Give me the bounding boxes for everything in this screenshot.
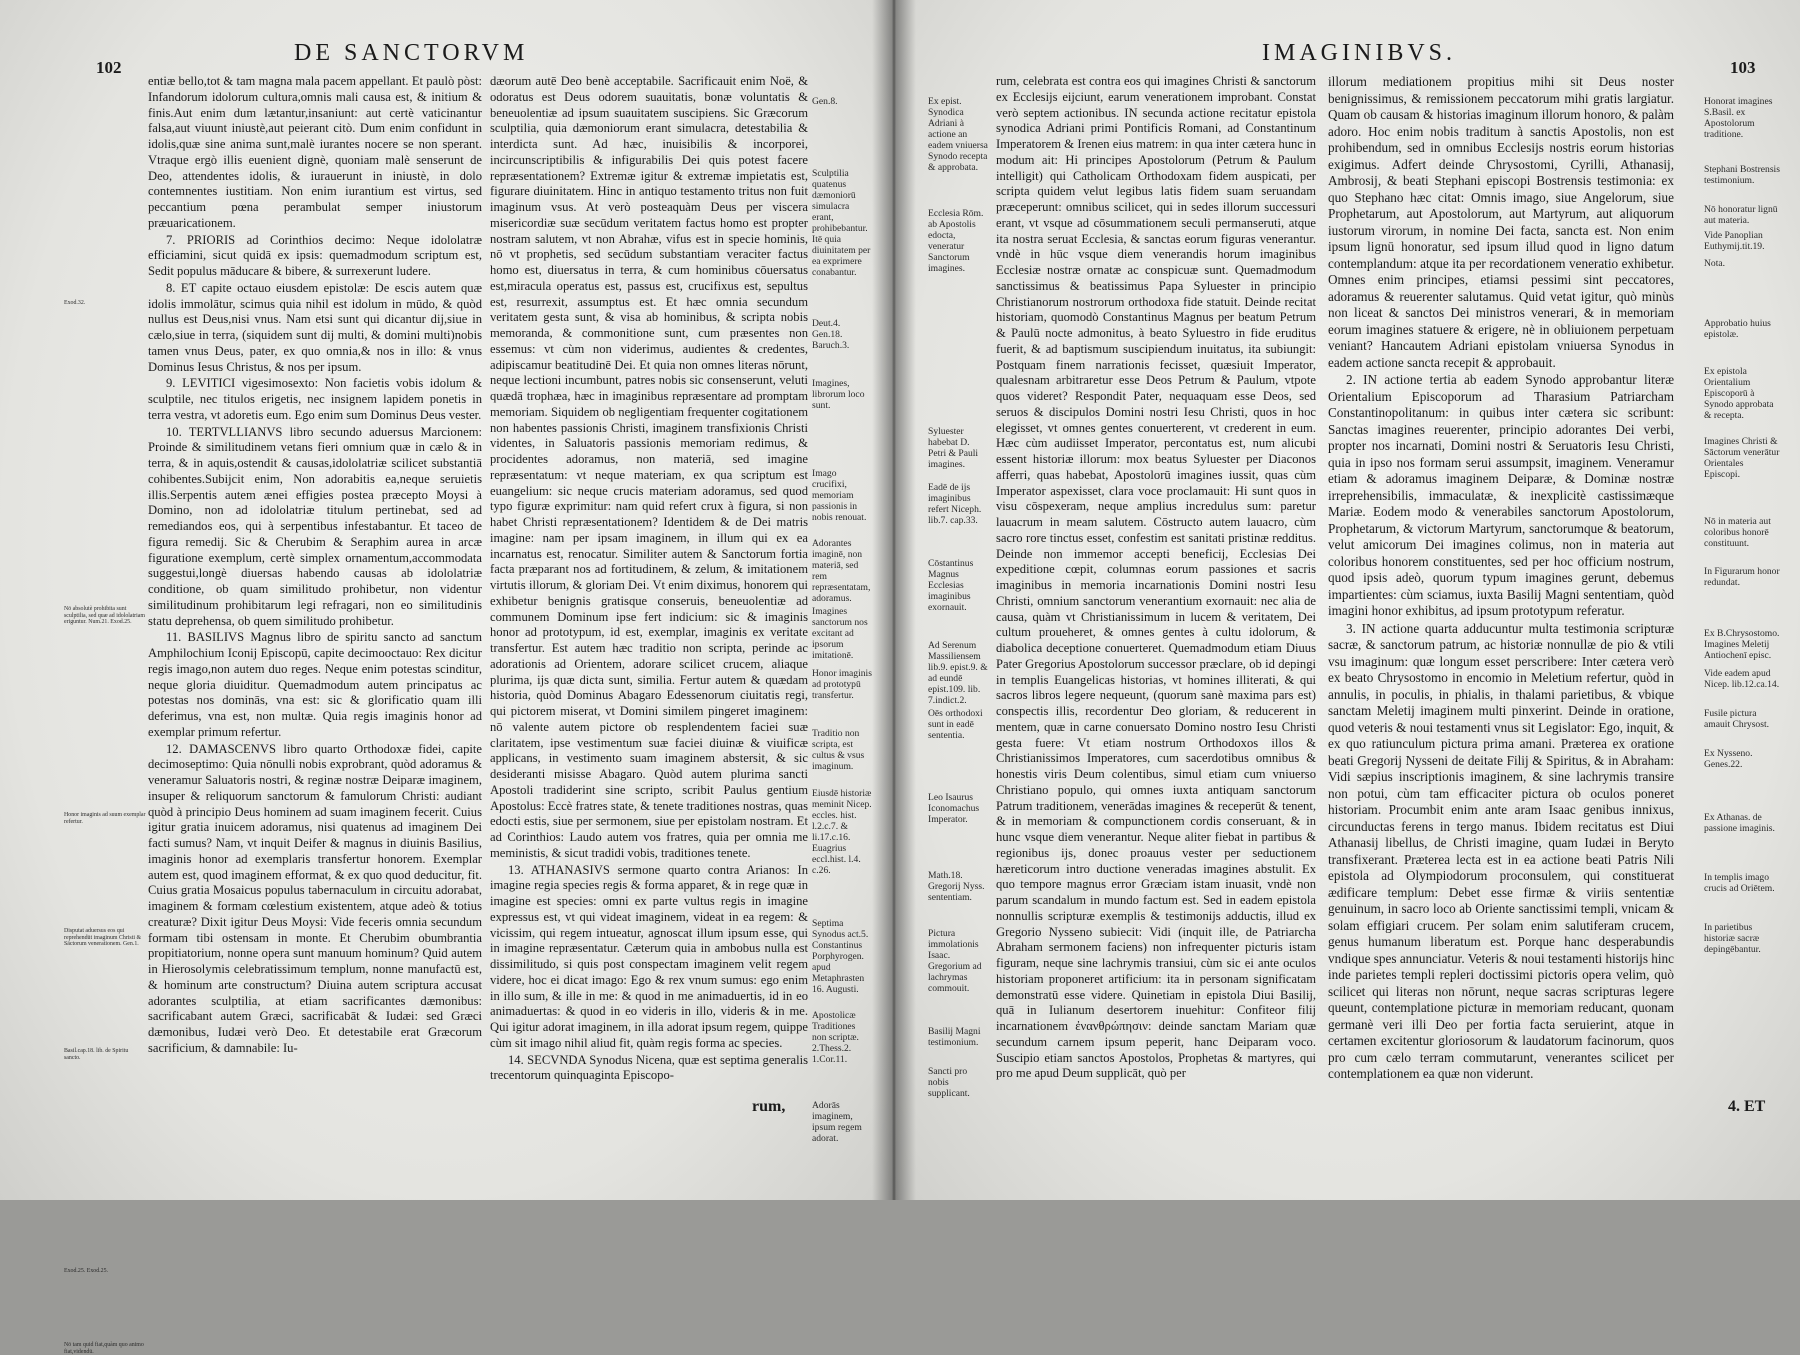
margin-note: Syluester habebat D. Petri & Pauli imagines.	[928, 426, 979, 470]
catchword-right: 4. ET	[1728, 1098, 1766, 1115]
margin-note: Oēs orthodoxi sunt in eadē sententia.	[928, 708, 983, 741]
margin-note: Fusile pictura amauit Chrysost.	[1704, 708, 1770, 730]
margin-note: Imagines, librorum loco sunt.	[812, 378, 865, 411]
running-head-left: DE SANCTORVM	[294, 40, 529, 66]
margin-note: Imagines sanctorum nos excitant ad ipsorum imitationē.	[812, 606, 868, 661]
paragraph: 11. BASILIVS Magnus libro de spiritu sancto ad sanctum Amphilochium Iconij Episcopū, capite decimooctauo: Rex dicitur regis imago,non autem duo reges. Neque enim potestas scinditur, neque gloria diuiditur. Quemadmodum autem principatus ac potestas nos dominās, vna est: sic & glorificatio quam illi deferimus, vna est, non multæ. Quia regis imaginis honor ad exemplar primum refertur.	[148, 630, 482, 739]
margin-note: Nota.	[1704, 258, 1726, 269]
margin-note: Eiusdē historiæ meminit Nicep. eccles. hist. l.2.c.7. & li.17.c.16. Euagrius eccl.hist. l.4. c.26.	[812, 788, 872, 876]
paragraph: dæorum autē Deo benè acceptabile. Sacrificauit enim Noë, & odoratus est Deus odorem suauitatis, bonæ voluntatis & beneuolentiæ ad ipsum suauitatem suscipiens. Sic Græcorum sculptilia, quia dæmoniorum erant simulacra, detestabilia & interdicta sunt. Ad hæc, inuisibilis & incorporei, incircunscriptibilis & infigurabilis Dei quis potest facere repræsentationem? Extremæ igitur & extremæ impietatis est, figurare diuinitatem. Hinc in antiquo testamento tritus non fuit imaginum vsus. At verò posteaquàm Deus per viscera misericordiæ suæ secūdum veritatem factus homo est propter nostram salutem, vt non Abrahæ, vifus est in specie hominis, nō vt prophetis, sed secūdum substantiam veraciter factus homo est, diuersatus in terra, & cum hominibus cōuersatus est,miracula operatus est, passus est, crucifixus est, sepultus est, resurrexit, assumptus est. Et hæc omnia secundum veritatem gesta sunt, & visa ab hominibus, & scripta nobis memoranda, & commonitione sunt, cum præsentes non essemus: vt cùm non viderimus, audientes & credentes, adipiscamur beatitudinē Dei. Et quia non omnes literas nōrunt, neque lectioni incumbunt, patres nobis sic consenserunt, veluti quædā trophæa, hæc in imaginibus repræsentare ad promptam memoriam. Siquidem ob negligentiam frequenter cogitationem non habentes passionis Christi, imaginem transfixionis Christi videntes, in Saluatoris passionis memoriam redimus, & procidentes adoramus, non materiā, sed imagine repræsentatum: vt neque materiam, ex qua scriptum est euangelium: sic neque crucis materiam adoramus, sed quod typo figuræ exprimitur: nam quid refert crux à figura, si non habet Christi repræsentationem? Identidem & de Dei matris imagine: nam per ipsam imaginem, in illum qui ex ea incarnatus est, renocatur. Similiter autem & Sanctorum fortia facta præparant nos ad fortitudinem, & zelum, & imitationem virtutis illorum, & gloriam Dei. Vt enim diximus, honorem qui exhibetur benignis gratisque conseruis, beneuolentiæ ad communem Dominum ipse fert indicium: sic & imaginis honor ad prototypum, id est, exemplar, imaginis ex veritate transfertur. Est autem hæc traditio non scripta, perinde ac adorationis ad Orientem, adorare scilicet crucem, aliaque plurima, ijs quæ dicta sunt, similia. Fertur autem & quædam historia, quòd Dominus Abagaro Edessenorum ciuitatis regi, qui pictorem miserat, vt Domini similem pingeret imaginem: nō valente autem pictore ob resplendentem faciei suæ claritatem, ipse vestimentum suæ faciei diuinæ & viuificæ applicans, in vestimento suam imaginem abstersit, & sic desideranti misisse Abagaro. Quòd autem plurima sancti Apostoli tradiderint sine scripto, scribit Paulus gentium Apostolus: Eccè fratres state, & tenete traditiones nostras, quas edocti estis, siue per sermonem, siue per epistolam nostram. Et ad Corinthios: Laudo autem vos fratres, quia per omnia me meministis, & sicut tradidi vobis, traditiones tenete.	[490, 74, 808, 860]
margin-note: Ecclesia Rōm. ab Apostolis edocta, veneratur Sanctorum imagines.	[928, 208, 984, 274]
margin-note: Nō honoratur lignū aut materia.	[1704, 204, 1778, 226]
margin-note: Approbatio huius epistolæ.	[1704, 318, 1771, 340]
margin-note: Sancti pro nobis supplicant.	[928, 1066, 970, 1099]
page-number-right: 103	[1730, 58, 1756, 77]
paragraph: 10. TERTVLLIANVS libro secundo aduersus Marcionem: Proinde & similitudinem vetans fieri omnium quæ in cælo & in terra, & in aquis,ostendit & causas,idololatriæ scilicet substantiā cohibentes.Subijcit enim, Non adorabitis ea,neque seruietis illis.Serpentis autem ænei effigies postea præcepto Moysi à Domino, non ad idololatriæ titulum pertinebat, sed ad remediandos eos, qui à serpentibus infestabantur. Et taceo de figura remedij. Sic & Cherubim & Seraphim aurea in arcæ figuratione exemplum, certè simplex ornamentum,accommodata suggestui,longè diuersas habendo causas ab idololatriæ conditione, ob quam similitudo prohibetur, non videntur similitudinum prohibitarum legi refragari, non eo similitudinis statu deprehensa, ob quem similitudo prohibetur.	[148, 424, 482, 628]
margin-note: Basil.cap.18. lib. de Spiritu sancto.	[64, 1048, 129, 1061]
margin-note: Vide Panoplian Euthymij.tit.19.	[1704, 230, 1765, 252]
right-column-2	[1328, 74, 1674, 1084]
margin-note: Adorās imaginem, ipsum regem adorat.	[812, 1100, 862, 1144]
left-page	[0, 0, 892, 1355]
margin-note: Vide eadem apud Nicep. lib.12.ca.14.	[1704, 668, 1780, 690]
page-number-left: 102	[96, 58, 122, 77]
running-head-right: IMAGINIBVS.	[1262, 40, 1456, 66]
margin-note: Ex B.Chrysostomo. Imagines Meletij Antiochenī episc.	[1704, 628, 1780, 661]
margin-note: Nō tam quid fiat,quàm quo animo fiat,videndū.	[64, 1342, 144, 1355]
margin-note: Ex epistola Orientalium Episcoporū à Synodo approbata & recepta.	[1704, 366, 1774, 421]
paragraph: 2. IN actione tertia ab eadem Synodo approbantur literæ Orientalium Episcoporum ad Tharasium Patriarcham Constantinopolitanum: in quibus inter cætera sic scribunt: Sanctas imagines reuerenter, principio adorantes Dei verbi, propter nos incarnati, Domini nostri & Seruatoris Iesu Christi, quia in ipso nos formam serui assumpsit, imaginem. Veneramur etiam & adoramus imaginem Deiparæ, & Dominæ nostræ irreprehensibilis, immaculatæ, & inexplicitè castissimæque Mariæ. Eodem modo & venerabiles sanctorum Apostolorum, Prophetarum, & victorum Martyrum, sanctorumque & beatorum, velut amicorum Dei imagines colimus, non in materia aut coloribus honorem constituentes, sed per hoc officium nostrum, quod ipsis adeò, quorum typum imagines gerunt, debemus impartientes: cùm sciamus, iuxta Basilij Magni sententiam, quòd imagini honor exhibitus, ad ipsum prototypum referatur.	[1328, 372, 1674, 618]
catchword-left: rum,	[752, 1098, 786, 1115]
margin-note: Disputat aduersus eos qui reprehendūt imaginum Christi & Sāctorum venerationem. Gen.1.	[64, 928, 142, 948]
margin-note: Ex epist. Synodica Adriani à actione an eadem vniuersa Synodo recepta & approbata.	[928, 96, 988, 173]
paragraph: 14. SECVNDA Synodus Nicena, quæ est septima generalis trecentorum quinquaginta Episcopo-	[490, 1052, 808, 1083]
margin-note: Deut.4. Gen.18. Baruch.3.	[812, 318, 850, 351]
margin-note: Exod.32.	[64, 300, 86, 306]
right-page	[892, 0, 1800, 1200]
margin-note: Ex Nysseno. Genes.22.	[1704, 748, 1753, 770]
paragraph: 13. ATHANASIVS sermone quarto contra Arianos: In imagine regia species regis & forma apparet, & in rege quæ in imagine est species: omni ex parte vultus regis in imagine expressus est, vt qui videat imaginem, videat in ea regem: & vicissim, qui regem intueatur, agnoscat illum ipsum esse, qui in imagine repræsentatur. Cæterum quia in ambobus nulla est dissimilitudo, si quis post conspectam imaginem velit regem videre, hoc ei dicat imago: Ego & rex vnum sumus: ego enim in illo sum, & ille in me: & quod in me animaduertis, id in eo animaduertas: & quod in eo videris in illo, videris & in me. Qui igitur adorat imaginem, in illa adorat ipsum regem, quippe cùm sit imago nihil aliud fit, quàm regis forma ac species.	[490, 862, 808, 1050]
margin-note: Leo Isaurus Iconomachus Imperator.	[928, 792, 980, 825]
margin-note: Gen.8.	[812, 96, 838, 107]
left-column-2	[490, 74, 808, 1085]
margin-note: Honor imaginis ad prototypū transfertur.	[812, 668, 872, 701]
margin-note: Pictura immolationis Isaac. Gregorium ad lachrymas commouit.	[928, 928, 982, 994]
paragraph: entiæ bello,tot & tam magna mala pacem appellant. Et paulò pòst: Infandorum idolorum cultura,omnis mali causa est, & initium & finis.Aut enim dum lætantur,insaniunt: aut certè vaticinantur falsa,aut viuunt iniustè,aut peierant citò. Dum enim confidunt in idolis,quæ sine anima sunt,malè iurantes nocere se non sperant. Vtraque ergò illis euenient dignè, quoniam malè senserunt de Deo, attendentes idolis, & iurauerunt in iniustè, in dolo contemnentes iustitiam. Non enim iurantium est virtus, sed peccantium pœna perambulat semper iniustorum præuaricationem.	[148, 74, 482, 230]
middle-margin-notes	[812, 96, 872, 1144]
paragraph: 8. ET capite octauo eiusdem epistolæ: De escis autem quæ idolis immolātur, scimus quia nihil est idolum in mūdo, & quòd nullus est Deus,nisi vnus. Nam etsi sunt qui dicantur dij,siue in cælo,siue in terra, (siquidem sunt dij multi, & domini multi)nobis tamen vnus Deus, pater, ex quo omnia,& nos in illo: & vnus Dominus Iesus Christus, & nos per ipsum.	[148, 280, 482, 374]
margin-note: Exod.25. Exod.25.	[64, 1268, 109, 1274]
margin-note: Nō absolutè prohibita sunt sculptilia, sed quæ ad idololatriam eriguntur. Num.21. Exod.25.	[64, 606, 145, 626]
margin-note: Sculptilia quatenus dæmoniorū simulacra erant, prohibebantur. Itē quia diuinitatem per ea exprimere conabantur.	[812, 168, 871, 278]
margin-note: In templis imago crucis ad Oriētem.	[1704, 872, 1775, 894]
right-outer-margin-notes	[1704, 96, 1780, 955]
margin-note: In parietibus historiæ sacræ depingēbantur.	[1704, 922, 1761, 955]
right-column-1	[996, 74, 1316, 1083]
paragraph: 7. PRIORIS ad Corinthios decimo: Neque idololatræ efficiamini, sicut quidā ex ipsis: quemadmodum scriptum est, Sedit populus māducare & bibere, & surrexerunt ludere.	[148, 232, 482, 278]
paragraph: rum, celebrata est contra eos qui imagines Christi & sanctorum ex Ecclesijs eijciunt, earum venerationem improbant. Constat verò septem actionibus. IN secunda actione recitatur epistola synodica Adriani primi Pontificis Romani, ad Constantinum Imperatorem & Irenen eius matrem: in qua inter cætera hunc in modum ait: Hi principes Apostolorum (Petrum & Paulum intelligit) qui Catholicam Orthodoxam fidem auspicati, per scripta quidem velut legibus latis fidem suam seruandam præceperunt: omnibus scilicet, qui in sedes illorum successuri erant, vt vsque ad cōsummationem seculi permanseruti, atque ita nostra seruat Ecclesia, & sanctas eorum figuras venerantur. vndè in hūc vsque diem venerandis horum imaginibus Ecclesiæ nostræ ornatæ ac conspicuæ sunt. Quemadmodum sanctissimus & beatissimus Papa Syluester in principio Christianorum nostrorum orthodoxa fide statuit. Deinde recitat historiam, quomodò Constantinus Magnus per beatum Petrum & Paulū nocte admonitus, à beato Syluestro in fide eruditus fuerit, & ad baptismum suscipiendum inuitatus, ita subiungit: Postquam finem narrationis fecisset, quæsiuit Imperator, qualesnam arbitraretur esse Deos Petrum & Paulum, vtpote quos videret? Respondit Pater, nequaquam esse Deos, sed seruos & discipulos Domini nostri Iesu Christi, quos in hoc elegisset, vt omnes gentes conuerterent, vt crederent in eum. Hæc cùm audiisset Imperator, percontatus est, num alicubi essent historiæ illorum: mox beatus Syluester per Diaconos afferri, quas habebat, Apostolorū imagines iussit, quas cùm Imperator aspexisset, clara voce proclamauit: Hi sunt quos in visu cōspexeram, neque amplius incredulus sum: paretur lauacrum in meam salutem. Cōstructo autem lauacro, cùm sacro rore tinctus esset, confestim est sanitati pristinæ redditus. Deinde non immemor accepti beneficij, Ecclesias Dei expeditione cœpit, columnas eorum passiones et sacris imaginibus in memoria incarnationis Domini nostri Iesu Christi, omnium sanctorum venerantium exornauit: nec alia de causa, quàm vt Christianissimum in lucem & veritatem, Dei cultum proueheret, & omnes gentes à cultu idolorum, & diabolica deceptione conuerteret. Quemadmodum etiam Diuus Pater Gregorius Apostolorum successor præclare, ob id depingi in templis Euangelicas historias, vt homines illiterati, & qui sacros libros legere nequeunt, (quorum sanè maxima pars est) conspectis illis, recordentur Deo gloriam, & reducerent in mentem, quæ in carne conuersato Domino nostro Iesu Christi gesta fuere: Vt etiam nostrum Orthodoxos illos & Christianissimos Imperatores, cum sacerdotibus omnibus & honestis viris Deum colentibus, simul etiam cum vniuerso Christiano populo, qui omnes iuxta antiquam sanctorum Patrum traditionem, venerādas imagines & receperūt & tenent, & in memoriam & compunctionem cordis conseruant, & in hunc vsque diem venerantur. Neque aliter fiebat in partibus & regionibus ijs, donec proauus vester per seductionem hæreticorum intro ductione veneradas imagines abstulit. Ex quo tempore magnus error Græciam istam inuasit, vndè non parum scandalum in mundo factum est. Sed in eadem epistola nonnullis scripturæ exemplis & testimonijs adductis, illud ex Gregorio Nysseno subiecit: Vidi (inquit ille, de Patriarcha Abraham sermonem faciens) non infrequenter picturis istam figuram, neque sine lachrymis transiui, cùm sic ei ante oculos historiam proponeret artificium: ita in personam significatam demonstratū esse videre. Quinetiam in epistola Diui Basilij, quā in Iulianum desertorem inuehitur: Confiteor filij incarnationem ἐνανθρώπησιν: deinde sanctam Mariam quæ secundum carnem ipsum peperit, hanc Deiparam voco. Suscipio etiam sanctos Apostolos, Prophetas & martyres, qui pro me apud Deum supplicāt, quò per	[996, 74, 1316, 1081]
margin-note: Nō in materia aut coloribus honorē constituunt.	[1704, 516, 1771, 549]
right-inner-margin-notes	[928, 96, 990, 1099]
margin-note: Imagines Christi & Sāctorum venerātur Orientales Episcopi.	[1704, 436, 1780, 480]
margin-note: Honor imaginis ad suum exemplar refertur.	[64, 812, 146, 825]
margin-note: Traditio non scripta, est cultus & vsus imaginum.	[812, 728, 865, 772]
margin-note: Ad Serenum Massiliensem lib.9. epist.9. & ad eundē epist.109. lib. 7.indict.2.	[928, 640, 988, 706]
paragraph: illorum mediationem propitius mihi sit Deus noster benignissimus, & remissionem peccatorum mihi gratis largiatur. Quam ob causam & historias imaginum illorum honoro, & palàm adoro. Hoc enim nobis traditum à sanctis Apostolis, non est prohibendum, sed in omnibus Ecclesijs nostris eorum historias exigimus. Adfert deinde Chrysostomi, Cyrilli, Athanasij, Ambrosij, & beati Stephani episcopi Bostrensis testimonia: ex quo Stephano hæc citat: Omnis imago, siue Angelorum, siue Prophetarum, aut Apostolorum, aut Martyrum, aut aliquorum iustorum virorum, in nomine Dei facta, sancta est. Non enim ipsum lignū honoratur, sed ipsum illud quod in ligno datum contemplandum: atque ita per recordationem veneratio exhibetur. Omnes enim principes, etiamsi pessimi sint peccatores, adoramus & reuerenter salutamus. Quid vetat igitur, quò minùs non liceat & sanctos Dei ministros venerari, & in memoriam eorum imagines statuere & erigere, nè in obliuionem perpetuam veniant? Hancautem Adriani epistolam vniuersa Synodus in eadem actione sancta recepit & approbauit.	[1328, 74, 1674, 370]
paragraph: 9. LEVITICI vigesimosexto: Non facietis vobis idolum & sculptile, nec titulos erigetis, nec insignem lapidem ponetis in terra vestra, vt adoretis eum. Ego enim sum Dominus Deus vester.	[148, 376, 482, 422]
margin-note: In Figurarum honor redundat.	[1704, 566, 1780, 588]
margin-note: Basilij Magni testimonium.	[928, 1026, 981, 1048]
margin-note: Cōstantinus Magnus Ecclesias imaginibus exornauit.	[928, 558, 974, 613]
paragraph: 3. IN actione quarta adducuntur multa testimonia scripturæ sacræ, & sanctorum patrum, ac historiæ nonnullæ de pio & vtili vsu imaginum: quæ longum esset perscribere: Inter cætera verò ex beato Chrysostomo in encomio in Meletium refertur, quòd in annulis, in poculis, in phialis, in thalami parietibus, & vbique sanctam Meletij imaginem multi pinxerint. Deinde in oratione, quod veteris & noui testamenti vnus sit Legislator: Ego, inquit, & ex quo ratiunculum pictura prima amani. Præterea ex oratione beati Gregorij Nysseni de deitate Filij & Spiritus, & in Abraham: Vidi sæpius inscriptionis imaginem, & sine lachrymis transire non potui, cùm tam efficaciter pictura ob oculos poneret historiam. Procumbit enim ante aram Isaac genibus innixus, circunductas ferens in tergo manus. Ibidem recitatus est Diui Athanasij libellus, de Christi imagine, quam Iudæi in Beryto transfixerant. Præterea lecta est in ea actione beati Patris Nili epistola ad Olympiodorum proconsulem, qui constituerat ædificare templum: Debet esse firmæ & viriis sententiæ genuinum, in sacro loco ab Oriente sanctissimi templi, vnicam & solam effigiari crucem. Per solam enim salutiferam crucem, genus humanum liberatum est. Porque hanc desperabundis vndique spes annunciatur. Veteris & noui testamenti historijs hinc inde parietes templi repleri doctissimi pictoris opera velim, quò scilicet qui literas non nōrunt, neque sacras scripturas legere queunt, contemplatione picturæ in memoriam reducant, quonam germanè veri illi Deo per fortia facta seruierint, atque in certamen excitentur gloriosorum & laudatorum facinorum, quos pro cum cælo terram commutarunt, venerantes scilicet per contemplationem ea quæ non viderunt.	[1328, 620, 1674, 1081]
margin-note: Eadē de ijs imaginibus refert Niceph. lib.7. cap.33.	[928, 482, 982, 526]
left-margin-notes	[64, 300, 146, 1355]
margin-note: Ex Athanas. de passione imaginis.	[1704, 812, 1775, 834]
margin-note: Math.18. Gregorij Nyss. sententiam.	[928, 870, 985, 903]
margin-note: Honorat imagines S.Basil. ex Apostolorum traditione.	[1704, 96, 1773, 140]
left-column-1	[148, 74, 482, 1058]
margin-note: Apostolicæ Traditiones non scriptæ. 2.Thess.2. 1.Cor.11.	[812, 1010, 859, 1065]
margin-note: Septima Synodus act.5. Constantinus Porphyrogen. apud Metaphrasten 16. Augusti.	[812, 918, 869, 995]
margin-note: Imago crucifixi, memoriam passionis in nobis renouat.	[812, 468, 867, 523]
margin-note: Stephani Bostrensis testimonium.	[1704, 164, 1780, 186]
margin-note: Adorantes imaginē, non materiā, sed rem repræsentatam, adoramus.	[812, 538, 871, 604]
paragraph: 12. DAMASCENVS libro quarto Orthodoxæ fidei, capite decimoseptimo: Quia nōnulli nobis exprobrant, quòd adoramus & veneramur Saluatoris nostri, & reginæ nostræ Deiparæ imaginem, insuper & reliquorum sanctorum & famulorum Christi: audiant quòd à principio Deus hominem ad suam imaginem fecerit. Cuius igitur gratia inuicem adoramus, nisi quatenus ad imaginem Dei facti sumus? Nam, vt inquit Deifer & magnus in diuinis Basilius, imaginis honor ad exemplaris transfertur honorem. Exemplar autem est, quod imaginem efformat, & ex quo quod deducitur, fit. Cuius gratia Mosaicus populus tabernaculum in circuitu adorabat, imaginem & formam cœlestium existentem, atque adeò & totius creaturæ? Dixit igitur Deus Moysi: Vide feceris omnia secundum formam tibi ostensam in monte. Et Cherubim obumbrantia propitiatorium, nonne opera sunt manuum hominum? Quid autem in Hierosolymis celebratissimum templum, nonne manufactū est, & hominum arte constructum? Diuina autem scriptura accusat adorantes sculptilia, at etiam sacrificantes dæmonibus: sacrificabant autem Græci, sacrificabāt & Iudæi: sed Græci dæmonibus, Iudæi verò Deo. Et detestabile erat Græcorum sacrificium, & damnabile: Iu-	[148, 741, 482, 1055]
